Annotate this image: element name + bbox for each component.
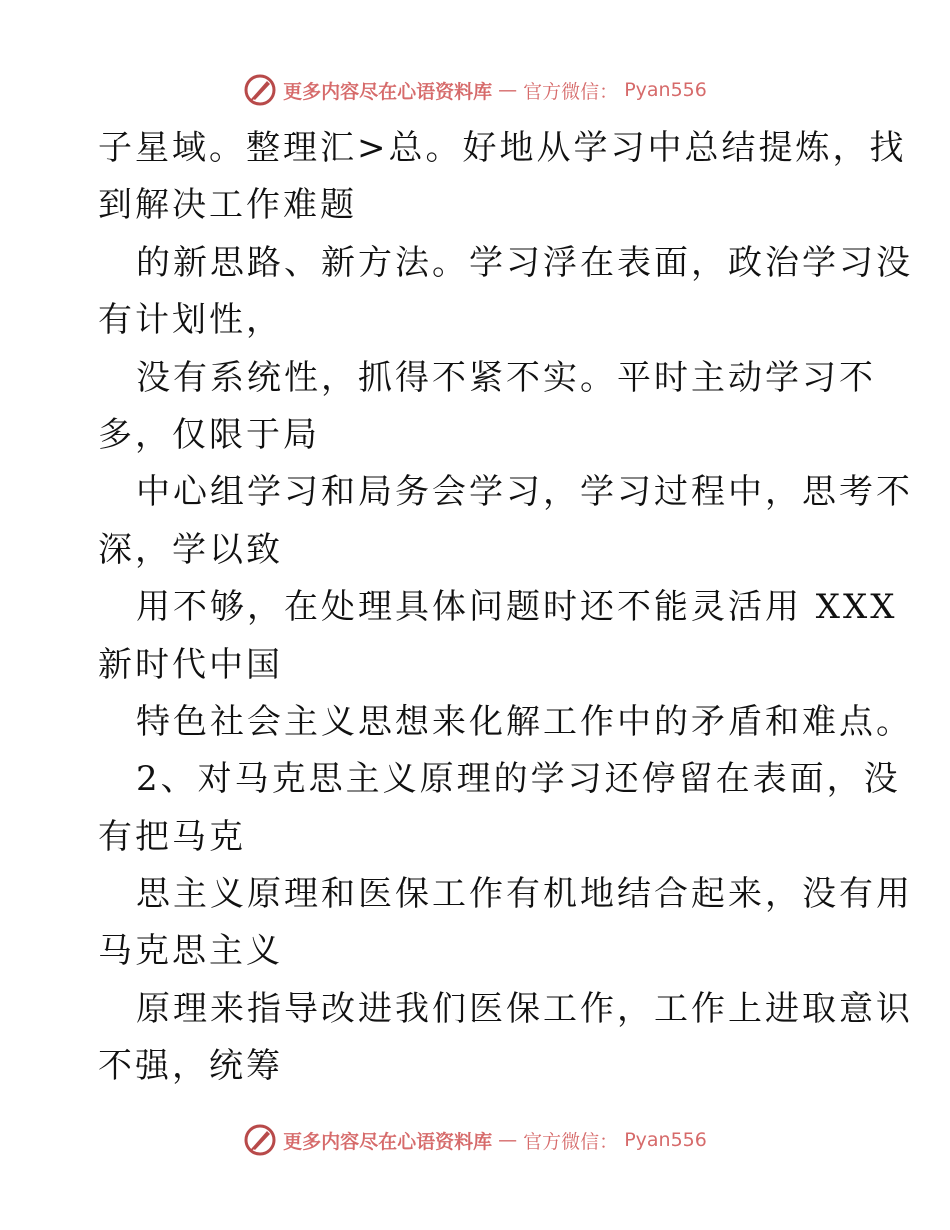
text-line-11: 特色社会主义思想来化解工作中的矛盾和难点。 [136,701,913,742]
text-line-16: 原理来指导改进我们医保工作，工作上进取意识 [136,988,913,1029]
footer-banner [0,1120,950,1160]
text-line-10: 新时代中国 [98,644,283,685]
text-line-6: 多，仅限于局 [98,414,320,455]
banner-wechat-label: 官方微信： [523,1130,619,1153]
banner-wechat-label: 官方微信： [523,80,619,103]
text-line-7: 中心组学习和局务会学习，学习过程中，思考不 [136,472,913,513]
header-banner-inner [243,73,707,107]
text-line-1: 子星域。整理汇>总。好地从学习中总结提炼，找 [98,128,907,168]
quill-logo-icon [243,1123,277,1157]
text-line-12: 2、对马克思主义原理的学习还停留在表面，没 [136,759,901,800]
banner-main-text: 更多内容尽在心语资料库 [283,1130,493,1153]
banner-separator: — [498,79,518,101]
text-line-13: 有把马克 [98,816,246,857]
banner-wechat-id: Pyan556 [624,1129,707,1151]
document-body [98,120,913,1096]
text-line-14: 思主义原理和医保工作有机地结合起来，没有用 [136,874,913,915]
header-banner [0,70,950,110]
text-line-9: 用不够，在处理具体问题时还不能灵活用 XXX [136,587,898,628]
text-line-8: 深，学以致 [98,529,283,570]
text-line-17: 不强，统筹 [98,1046,283,1087]
banner-wechat-id: Pyan556 [624,79,707,101]
text-line-2: 到解决工作难题 [98,185,357,226]
text-line-15: 马克思主义 [98,931,283,972]
banner-separator: — [498,1129,518,1151]
text-line-4: 有计划性， [98,300,283,341]
text-line-5: 没有系统性，抓得不紧不实。平时主动学习不 [136,357,876,398]
quill-logo-icon [243,73,277,107]
footer-banner-inner [243,1123,707,1157]
text-line-3: 的新思路、新方法。学习浮在表面，政治学习没 [136,242,913,283]
banner-main-text: 更多内容尽在心语资料库 [283,80,493,103]
